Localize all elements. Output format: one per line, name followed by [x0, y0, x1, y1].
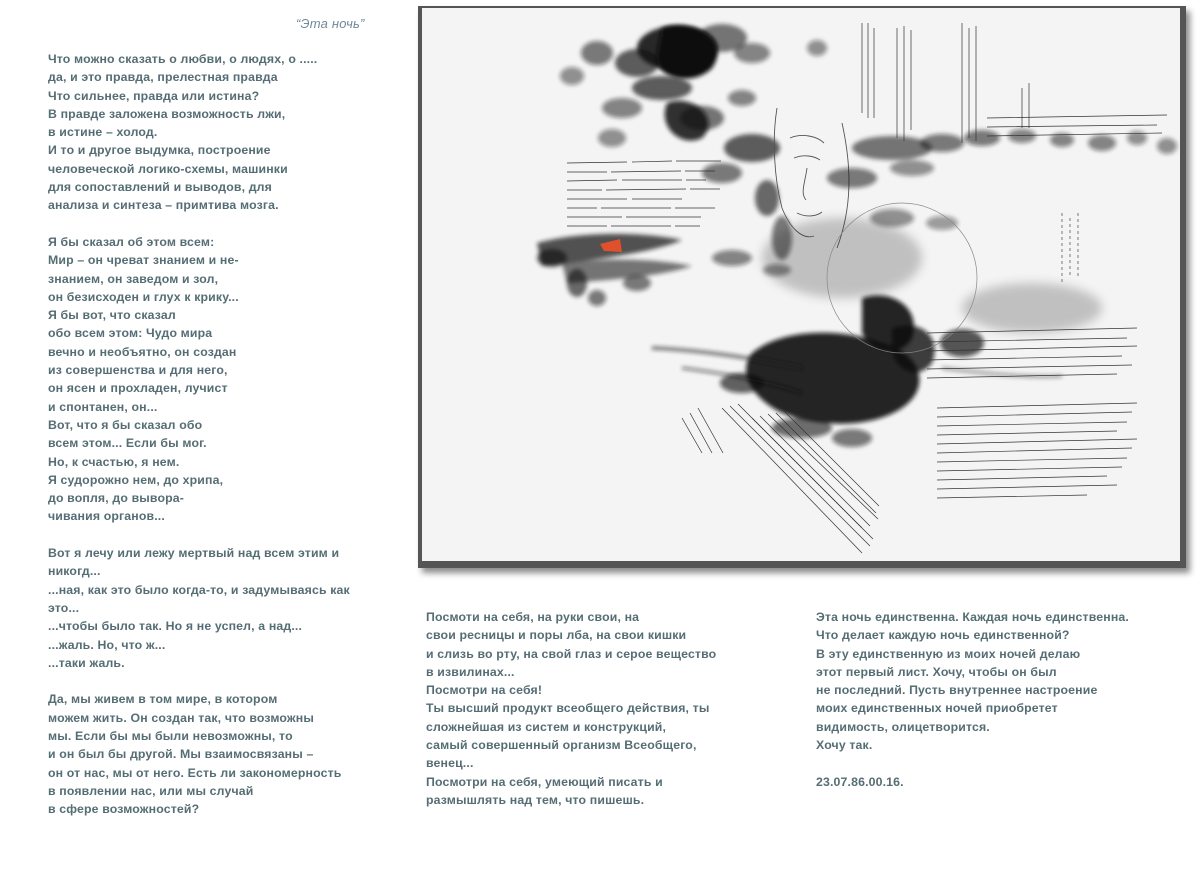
right-text-line: не последний. Пусть внутреннее настроение: [816, 683, 1098, 698]
right-text-line: видимость, олицетворится.: [816, 719, 990, 734]
left-text-line: в сфере возможностей?: [48, 802, 200, 817]
left-text-line: анализа и синтеза – примтива мозга.: [48, 198, 279, 213]
left-text-blank-line: [48, 526, 388, 544]
poem-middle-column: [426, 608, 766, 809]
left-text-line: мы. Если бы мы были невозможны, то: [48, 728, 293, 743]
right-text-blank-line: [816, 754, 1176, 772]
right-text-line: Что делает каждую ночь единственной?: [816, 628, 1070, 643]
left-text-line: Мир – он чреват знанием и не-: [48, 253, 239, 268]
poem-left-column: [48, 50, 388, 818]
left-text-line: Вот, что я бы сказал обо: [48, 417, 203, 432]
left-text-line: ...ная, как это было когда-то, и задумываясь как: [48, 582, 350, 597]
right-text-line: Эта ночь единственна. Каждая ночь единственна.: [816, 610, 1129, 624]
left-text-line: и он был бы другой. Мы взаимосвязаны –: [48, 747, 314, 762]
left-text-line: можем жить. Он создан так, что возможны: [48, 710, 315, 725]
left-text-line: он ясен и прохладен, лучист: [48, 381, 228, 396]
left-text-line: человеческой логико-схемы, машинки: [48, 161, 288, 176]
right-text-line: 23.07.86.00.16.: [816, 774, 904, 789]
left-text-line: всем этом... Если бы мог.: [48, 436, 207, 451]
left-text-line: до вопля, до вывора-: [48, 491, 185, 506]
left-text-line: Что сильнее, правда или истина?: [48, 88, 260, 103]
middle-text-line: в извилинах...: [426, 664, 515, 679]
left-text-line: обо всем этом: Чудо мира: [48, 326, 213, 341]
middle-text-line: самый совершенный организм Всеобщего,: [426, 738, 697, 753]
middle-text-line: Посмотри на себя, умеющий писать и: [426, 774, 663, 789]
left-text-line: Я бы вот, что сказал: [48, 308, 176, 323]
left-text-line: вечно и необъятно, он создан: [48, 344, 237, 359]
left-text-line: он от нас, мы от него. Есть ли закономерность: [48, 765, 342, 780]
left-text-line: в появлении нас, или мы случай: [48, 783, 254, 798]
left-text-line: из совершенства и для него,: [48, 363, 228, 378]
left-text-line: чивания органов...: [48, 509, 165, 524]
left-text-blank-line: [48, 215, 388, 233]
left-text-line: ...чтобы было так. Но я не успел, а над...: [48, 619, 303, 634]
middle-text-line: Ты высший продукт всеобщего действия, ты: [426, 701, 710, 716]
middle-text-line: Посмотри на себя!: [426, 683, 543, 698]
left-text-line: да, и это правда, прелестная правда: [48, 70, 278, 85]
middle-text-line: сложнейшая из систем и конструкций,: [426, 719, 667, 734]
left-text-line: он безисходен и глух к крику...: [48, 289, 239, 304]
left-text-line: знанием, он заведом и зол,: [48, 271, 219, 286]
left-text-line: Вот я лечу или лежу мертвый над всем этим и: [48, 546, 340, 561]
poem-right-column: [816, 608, 1176, 791]
right-text-line: этот первый лист. Хочу, чтобы он был: [816, 664, 1057, 679]
left-text-line: Я судорожно нем, до хрипа,: [48, 472, 224, 487]
left-text-line: для сопоставлений и выводов, для: [48, 180, 272, 195]
right-text-line: моих единственных ночей приобретет: [816, 701, 1058, 716]
left-text-blank-line: [48, 672, 388, 690]
right-text-line: В эту единственную из моих ночей делаю: [816, 646, 1081, 661]
middle-text-line: венец...: [426, 756, 474, 771]
left-text-line: В правде заложена возможность лжи,: [48, 106, 286, 121]
left-text-line: Что можно сказать о любви, о людях, о .....: [48, 52, 318, 66]
middle-text-line: и слизь во рту, на свой глаз и серое вещество: [426, 646, 717, 661]
left-text-line: это...: [48, 600, 80, 615]
left-text-line: и спонтанен, он...: [48, 399, 158, 414]
middle-text-line: свои ресницы и поры лба, на свои кишки: [426, 628, 687, 643]
left-text-line: ...таки жаль.: [48, 655, 125, 670]
left-text-line: Но, к счастью, я нем.: [48, 454, 180, 469]
middle-text-line: размышлять над тем, что пишешь.: [426, 792, 645, 807]
page-title: “Эта ночь”: [296, 16, 365, 31]
left-text-line: ...жаль. Но, что ж...: [48, 637, 166, 652]
left-text-line: в истине – холод.: [48, 125, 158, 140]
ink-drawing: [422, 8, 1180, 561]
right-text-line: Хочу так.: [816, 738, 873, 753]
left-text-line: Я бы сказал об этом всем:: [48, 234, 215, 249]
left-text-line: И то и другое выдумка, построение: [48, 143, 271, 158]
middle-text-line: Посмоти на себя, на руки свои, на: [426, 610, 640, 624]
artwork-image: [422, 8, 1180, 561]
left-text-line: Да, мы живем в том мире, в котором: [48, 692, 278, 707]
left-text-line: никогд...: [48, 564, 101, 579]
